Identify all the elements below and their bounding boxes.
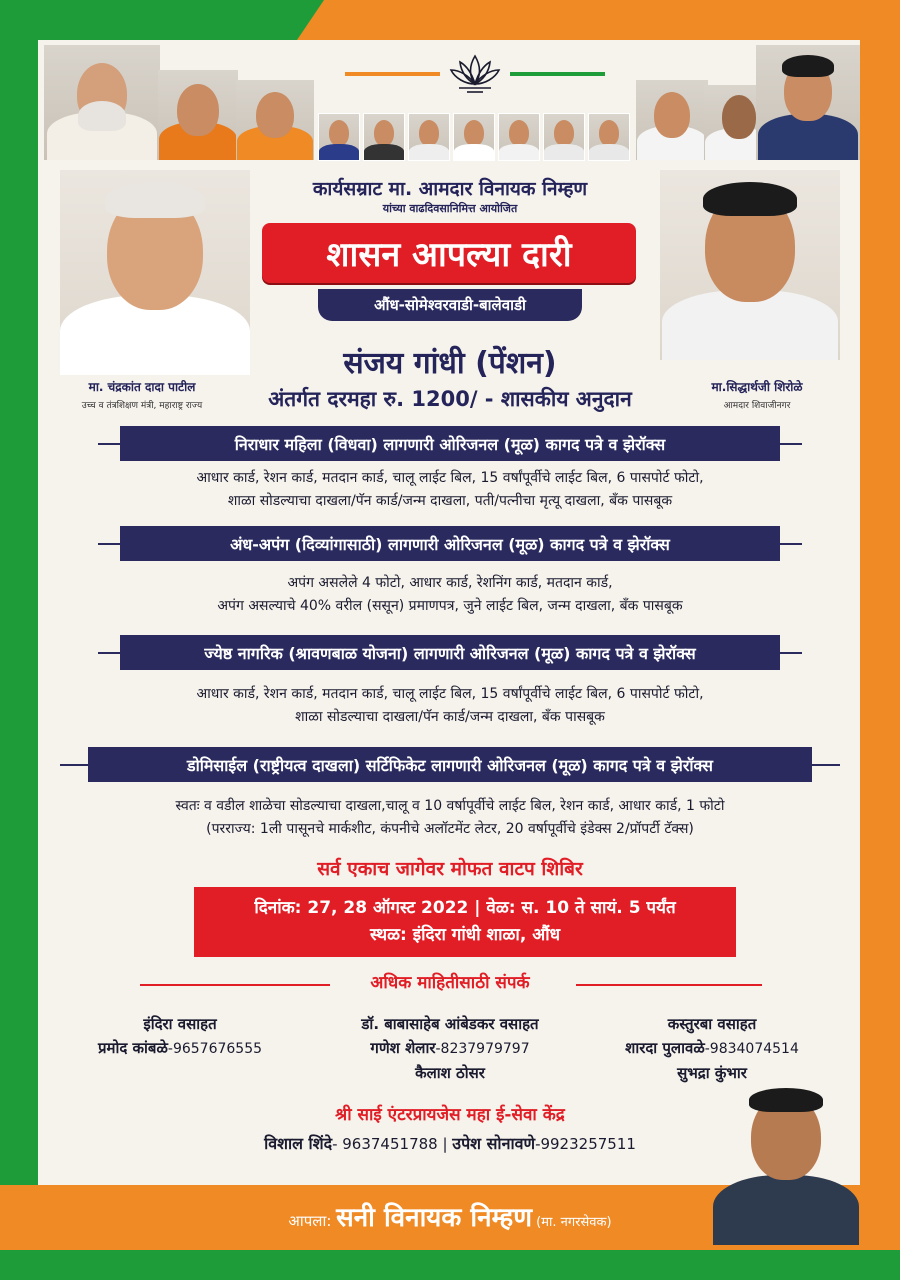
portrait-top-right-3 <box>756 45 860 160</box>
organizer-subline: यांच्या वाढदिवसानिमित्त आयोजित <box>382 202 518 215</box>
section-documents <box>40 572 860 618</box>
party-logo <box>345 50 605 105</box>
section-heading-bar <box>120 426 780 461</box>
small-portrait-6 <box>543 113 585 161</box>
contact-person-line <box>592 1036 832 1061</box>
contact-person-2: सुभद्रा कुंभार <box>677 1064 747 1082</box>
section-heading-bar <box>120 526 780 561</box>
camp-heading: सर्व एकाच जागेवर मोफत वाटप शिबिर <box>317 858 583 880</box>
section-documents-line: (परराज्य: 1ली पासूनचे मार्कशीट, कंपनीचे अलॉटमेंट लेटर, 20 वर्षापूर्वीचे इंडेक्स 2/प्रॉपर्टी टॅक्स) <box>206 821 694 837</box>
seva-phone-1: - 9637451788 | <box>332 1135 453 1153</box>
section-documents-line: शाळा सोडल्याचा दाखला/पॅन कार्ड/जन्म दाखला, बँक पासबूक <box>295 709 605 725</box>
area-name: औंध-सोमेश्वरवाडी-बालेवाडी <box>374 296 526 314</box>
portrait-face <box>177 84 219 136</box>
small-portrait-5 <box>498 113 540 161</box>
section-heading: अंध-अपंग (दिव्यांगासाठी) लागणारी ओरिजनल (मूळ) कागद पत्रे व झेरॉक्स <box>230 534 670 554</box>
section-documents-line: अपंग असल्याचे 40% वरील (ससून) प्रमाणपत्र, जुने लाईट बिल, जन्म दाखला, बँक पासबूक <box>217 598 683 614</box>
contact-phone: -9834074514 <box>704 1041 799 1057</box>
section-documents <box>40 467 860 513</box>
green-border-bottom <box>0 1250 900 1280</box>
contact-phone: -9657676555 <box>167 1041 263 1057</box>
contact-person-line <box>60 1036 300 1061</box>
small-portrait-4 <box>453 113 495 161</box>
footer-name: सनी विनायक निम्हण <box>336 1203 533 1233</box>
contact-column-2 <box>300 1012 600 1085</box>
contact-person: गणेश शेलार <box>370 1039 436 1057</box>
contact-area: इंदिरा वसाहत <box>143 1015 217 1033</box>
portrait-top-left-3 <box>236 80 314 160</box>
section-heading: डोमिसाईल (राष्ट्रीयत्व दाखला) सर्टिफिकेट लागणारी ओरिजनल (मूळ) कागद पत्रे व झेरॉक्स <box>187 755 713 775</box>
section-heading-bar <box>120 635 780 670</box>
leader-left-role: उच्च व तंत्रशिक्षण मंत्री, महाराष्ट्र राज्य <box>81 401 203 411</box>
contact-column-1 <box>60 1012 300 1061</box>
section-documents <box>40 795 860 841</box>
event-title-box <box>262 223 636 283</box>
contact-column-3 <box>592 1012 832 1085</box>
small-portrait-row <box>318 113 630 161</box>
section-documents <box>40 683 860 729</box>
footer-suffix: (मा. नगरसेवक) <box>532 1215 612 1230</box>
venue-line: स्थळ: इंदिरा गांधी शाळा, औंध <box>369 925 561 945</box>
section-documents-line: शाळा सोडल्याचा दाखला/पॅन कार्ड/जन्म दाखला, पती/पत्नीचा मृत्यू दाखला, बँक पासबूक <box>227 493 673 509</box>
seva-person-2: उपेश सोनावणे <box>452 1134 536 1153</box>
contact-phone: -8237979797 <box>435 1041 530 1057</box>
seva-kendra-heading: श्री साई एंटरप्रायजेस महा ई-सेवा केंद्र <box>335 1105 565 1125</box>
event-title: शासन आपल्या दारी <box>326 235 572 275</box>
portrait-hair <box>749 1088 823 1112</box>
section-documents-line: आधार कार्ड, रेशन कार्ड, मतदान कार्ड, चालू लाईट बिल, 15 वर्षांपूर्वीचे लाईट बिल, 6 पासपोर्ट फोटो, <box>196 686 704 702</box>
portrait-top-left-1 <box>44 45 160 160</box>
section-documents-line: अपंग असलेले 4 फोटो, आधार कार्ड, रेशनिंग कार्ड, मतदान कार्ड, <box>287 575 613 591</box>
contact-heading: अधिक माहितीसाठी संपर्क <box>370 973 530 993</box>
section-heading: निराधार महिला (विधवा) लागणारी ओरिजनल (मूळ) कागद पत्रे व झेरॉक्स <box>234 434 666 454</box>
portrait-face <box>722 95 756 139</box>
portrait-face <box>654 92 690 138</box>
date-venue-box <box>194 887 736 957</box>
portrait-beard <box>78 101 126 131</box>
area-box <box>318 289 582 321</box>
green-border-top <box>0 0 340 40</box>
seva-person-1: विशाल शिंदे <box>264 1134 333 1153</box>
contact-person: प्रमोद कांबळे <box>97 1039 168 1057</box>
seva-phone-2: -9923257511 <box>535 1135 636 1153</box>
contact-person-line <box>300 1036 600 1061</box>
contact-area: कस्तुरबा वसाहत <box>667 1015 757 1033</box>
section-heading: ज्येष्ठ नागरिक (श्रावणबाळ योजना) लागणारी ओरिजनल (मूळ) कागद पत्रे व झेरॉक्स <box>204 643 696 663</box>
contact-person-2: कैलाश ठोसर <box>415 1064 485 1082</box>
organizer-line: कार्यसम्राट मा. आमदार विनायक निम्हण <box>312 178 588 200</box>
footer-prefix: आपला: <box>288 1212 337 1230</box>
section-documents-line: स्वतः व वडील शाळेचा सोडल्याचा दाखला,चालू व 10 वर्षापूर्वीचे लाईट बिल, रेशन कार्ड, आधार कार्ड, 1 फोटो <box>175 798 725 814</box>
portrait-top-left-2 <box>158 70 238 160</box>
leader-right-role: आमदार शिवाजीनगर <box>723 401 791 411</box>
scheme-name: संजय गांधी (पेंशन) <box>343 346 557 381</box>
portrait-face <box>256 92 294 138</box>
contact-person: शारदा पुलावळे <box>625 1039 705 1057</box>
small-portrait-2 <box>363 113 405 161</box>
portrait-hair <box>782 55 834 77</box>
section-heading-bar <box>88 747 812 782</box>
leader-right-caption <box>672 378 842 411</box>
section-documents-line: आधार कार्ड, रेशन कार्ड, मतदान कार्ड, चालू लाईट बिल, 15 वर्षांपूर्वीचे लाईट बिल, 6 पासपोर्ट फोटो, <box>196 470 704 486</box>
date-time-line: दिनांक: 27, 28 ऑगस्ट 2022 | वेळ: स. 10 ते सायं. 5 पर्यंत <box>254 898 676 918</box>
footer-credit <box>0 1198 900 1234</box>
small-portrait-7 <box>588 113 630 161</box>
scheme-subtitle: अंतर्गत दरमहा रु. 1200/ - शासकीय अनुदान <box>268 387 632 411</box>
logo-line-left <box>345 72 440 76</box>
small-portrait-1 <box>318 113 360 161</box>
small-portrait-3 <box>408 113 450 161</box>
contact-area: डॉ. बाबासाहेब आंबेडकर वसाहत <box>361 1015 539 1033</box>
leader-left-name: मा. चंद्रकांत दादा पाटील <box>88 380 196 394</box>
leader-left-caption <box>52 378 232 411</box>
lotus-icon <box>445 50 505 100</box>
portrait-top-right-1 <box>636 80 708 160</box>
logo-line-right <box>510 72 605 76</box>
leader-right-name: मा.सिद्धार्थजी शिरोळे <box>711 380 803 394</box>
